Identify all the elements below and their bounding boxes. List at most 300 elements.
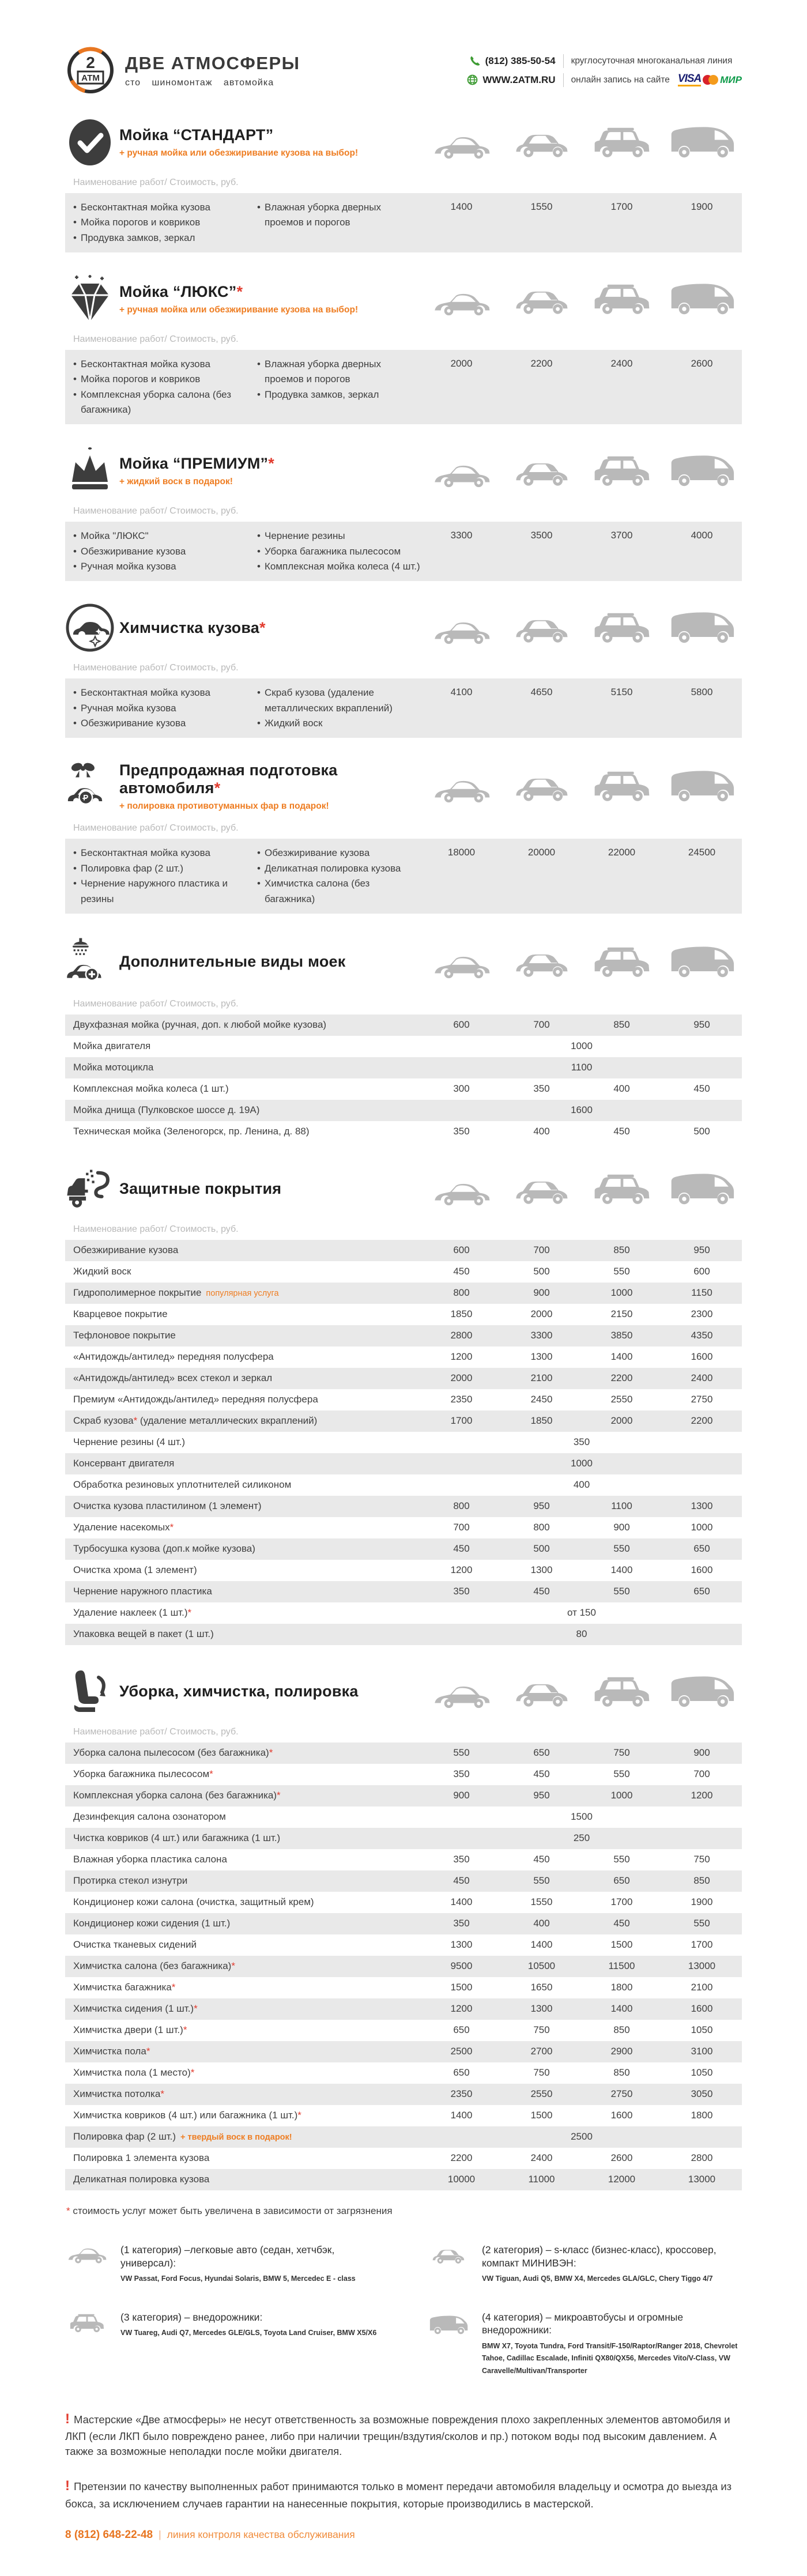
vehicle-class-icons (421, 1170, 742, 1209)
service-name (65, 1326, 421, 1345)
section-header (65, 274, 742, 324)
vehicle-class-suv (591, 770, 653, 806)
service-name (65, 1807, 421, 1827)
vehicle-class-suv (591, 612, 653, 647)
service-name (65, 1871, 421, 1891)
price-value: 1550 (530, 1896, 553, 1908)
vehicle-class-suv (591, 1676, 653, 1711)
service-name-text: Тефлоновое покрытие (73, 1330, 176, 1341)
price-value: 550 (613, 1854, 630, 1865)
service-asterisk: * (169, 1522, 174, 1533)
price-value: 3050 (691, 2088, 713, 2100)
bundle-item: • Обезжиривание кузова (73, 716, 236, 731)
bundle-item: • Комплексная мойка колеса (4 шт.) (257, 559, 420, 574)
price-row (65, 1036, 742, 1057)
price-value: 2750 (610, 2088, 633, 2100)
price-value: 1100 (611, 1500, 632, 1512)
bundle-item: • Полировка фар (2 шт.) (73, 861, 236, 876)
vehicle-class-suv (591, 283, 653, 319)
car-suv-icon (591, 946, 653, 979)
bundle-column-2 (249, 529, 421, 574)
price-value: 2200 (610, 1372, 633, 1384)
price-value: 850 (613, 1019, 630, 1031)
service-name (65, 1518, 421, 1537)
bundle-item: • Мойка "ЛЮКС" (73, 529, 236, 544)
car-crossover-icon (514, 457, 570, 488)
section-header (65, 446, 742, 496)
category-models: VW Tiguan, Audi Q5, BMW X4, Mercedes GLA/GLC, Chery Tiggo 4/7 (482, 2275, 713, 2283)
price-value: 650 (613, 1875, 630, 1887)
table-column-label: Наименование работ/ Стоимость, руб. (73, 663, 239, 673)
separator: | (159, 2529, 161, 2541)
car-suv-icon (591, 283, 653, 316)
vehicle-class-icons (421, 123, 742, 162)
quality-phone-link[interactable]: 8 (812) 648-22-48 (65, 2528, 153, 2541)
price-columns (421, 1960, 742, 1972)
price-row (65, 1078, 742, 1100)
car-van-icon (669, 1170, 736, 1206)
price-value: 1050 (691, 2024, 713, 2036)
vehicle-class-sedan (432, 1683, 492, 1711)
price-columns (421, 1939, 742, 1951)
car-van-icon (669, 451, 736, 488)
extra-wash-icon (65, 936, 105, 989)
car-van-icon (669, 942, 736, 979)
vehicle-class-van (669, 123, 736, 162)
car-sedan-icon (432, 290, 492, 316)
service-name-suffix: (удаление металлических вкраплений) (137, 1415, 318, 1427)
price-value: 13000 (688, 1960, 716, 1972)
price-value: 2300 (691, 1308, 713, 1320)
section-icon (65, 1667, 119, 1717)
price-columns (421, 357, 742, 417)
car-sedan-icon (432, 777, 492, 803)
service-name (65, 1411, 421, 1431)
price-value: 3500 (530, 530, 553, 541)
price-value: 2000 (450, 1372, 473, 1384)
price-value: 1300 (450, 1939, 473, 1951)
price-columns (421, 1875, 742, 1887)
bundle-column-2 (249, 685, 421, 731)
section-header (65, 760, 742, 813)
price-value: 2700 (530, 2046, 553, 2057)
price-value: 350 (453, 1586, 470, 1597)
bundle-item: • Жидкий воск (257, 716, 420, 731)
exclamation-mark: ! (65, 2478, 70, 2494)
vehicle-class-crossover (514, 1677, 570, 1711)
price-span-value: 1600 (571, 1104, 593, 1116)
vehicle-class-icons (421, 767, 742, 806)
price-value: 450 (533, 1768, 550, 1780)
service-name-text: Удаление наклеек (1 шт.) (73, 1607, 188, 1619)
section-icon (65, 936, 119, 989)
section-header (65, 118, 742, 167)
price-value: 2400 (610, 358, 633, 369)
price-value: 1400 (610, 1564, 633, 1576)
car-van-icon (669, 280, 736, 316)
price-value: 550 (613, 1543, 630, 1555)
service-name-text: Мойка мотоцикла (73, 1062, 154, 1073)
bundle-column-2 (249, 357, 421, 417)
section-lux (65, 274, 742, 424)
price-value: 750 (613, 1747, 630, 1759)
section-icon (65, 1167, 119, 1212)
service-name (65, 1828, 421, 1848)
bundle-item: • Обезжиривание кузова (73, 544, 236, 559)
section-title (119, 619, 367, 637)
bundle-item: • Обезжиривание кузова (257, 846, 420, 861)
footnote-asterisk: * (66, 2205, 70, 2216)
car-van-icon (428, 2313, 469, 2335)
section-titlebox (119, 126, 421, 159)
price-row (65, 1100, 742, 1121)
price-value: 1050 (691, 2067, 713, 2079)
car-sedan-icon (66, 2246, 108, 2264)
price-columns (421, 1747, 742, 1759)
price-row (65, 2169, 742, 2190)
price-value: 2800 (450, 1330, 473, 1341)
header (65, 45, 742, 96)
service-name (65, 1475, 421, 1495)
price-value: 11500 (608, 1960, 635, 1972)
price-value: 350 (453, 1768, 470, 1780)
site-block (467, 73, 563, 87)
bundle-item: • Продувка замков, зеркал (257, 387, 420, 402)
service-name (65, 1603, 421, 1623)
price-value: 2600 (610, 2152, 633, 2164)
car-crossover-icon (514, 1677, 570, 1708)
price-value: 600 (453, 1019, 470, 1031)
title-asterisk: * (259, 618, 266, 636)
logo-badge-atm: АТМ (81, 73, 100, 83)
price-row (65, 1304, 742, 1325)
cleaning-icon (65, 1667, 115, 1717)
bundle-item: • Бесконтактная мойка кузова (73, 357, 236, 372)
price-value: 2100 (691, 1982, 713, 1993)
service-name-text: Химчистка пола (73, 2046, 146, 2057)
table-column-label: Наименование работ/ Стоимость, руб. (73, 334, 239, 345)
category-text (482, 2311, 742, 2377)
section-premium (65, 446, 742, 581)
bundle-item: • Бесконтактная мойка кузова (73, 685, 236, 700)
price-value: 450 (693, 1083, 710, 1095)
price-value: 1300 (691, 1500, 713, 1512)
price-value: 800 (453, 1287, 470, 1299)
section-icon (65, 446, 119, 496)
price-row (65, 1806, 742, 1828)
price-value: 800 (533, 1522, 550, 1533)
price-value: 900 (613, 1522, 630, 1533)
price-row (65, 1785, 742, 1806)
service-name (65, 1743, 421, 1763)
price-value: 400 (533, 1918, 550, 1929)
price-value: 11000 (528, 2174, 555, 2185)
price-value: 2100 (530, 1372, 553, 1384)
price-value: 600 (693, 1266, 710, 1277)
price-value: 12000 (608, 2174, 636, 2185)
bundle-column-1 (65, 357, 249, 417)
section-icon (65, 603, 119, 653)
price-columns (421, 1522, 742, 1533)
price-value: 2150 (610, 1308, 633, 1320)
section-icon (65, 274, 119, 324)
service-name-text: Двухфазная мойка (ручная, доп. к любой мойке кузова) (73, 1019, 327, 1031)
price-row (65, 2084, 742, 2105)
bundle-item: • Продувка замков, зеркал (73, 231, 236, 246)
price-row (65, 1934, 742, 1956)
table-column-label: Наименование работ/ Стоимость, руб. (73, 1726, 239, 1737)
bundle-column-1 (65, 200, 249, 246)
price-value: 2600 (691, 358, 713, 369)
category-title: (3 категория) – внедорожники: (120, 2311, 263, 2323)
price-value: 1400 (530, 1939, 553, 1951)
vehicle-class-crossover (514, 772, 570, 806)
price-value: 9500 (450, 1960, 473, 1972)
disclaimer-2 (65, 2476, 742, 2511)
bundle-columns (65, 529, 421, 574)
price-row (65, 1892, 742, 1913)
price-value: 10500 (527, 1960, 556, 1972)
service-name (65, 2020, 421, 2040)
service-name-text: Очистка кузова пластилином (1 элемент) (73, 1500, 262, 1512)
car-suv-icon (591, 770, 653, 803)
price-value: 500 (533, 1266, 550, 1277)
service-name (65, 2170, 421, 2189)
vehicle-class-suv (591, 455, 653, 491)
category-3 (65, 2311, 380, 2377)
section-title-text: Предпродажная подготовка автомобиля (119, 761, 338, 797)
service-name (65, 1058, 421, 1077)
car-suv-icon (591, 1173, 653, 1206)
bundle-columns (65, 685, 421, 731)
table-column-label: Наименование работ/ Стоимость, руб. (73, 506, 239, 516)
service-name-text: Полировка фар (2 шт.) (73, 2131, 176, 2143)
service-name-text: Мойка двигателя (73, 1040, 151, 1052)
price-value: 3850 (610, 1330, 633, 1341)
body-chem-icon (65, 603, 115, 653)
vehicle-class-van (669, 1672, 736, 1711)
price-span-value: 1100 (571, 1062, 593, 1073)
bundle-column-2 (249, 846, 421, 906)
table-column-label: Наименование работ/ Стоимость, руб. (73, 998, 239, 1009)
bundle-item: • Скраб кузова (удаление металлических вкраплений) (257, 685, 420, 716)
price-value: 1900 (691, 201, 713, 212)
service-name (65, 1935, 421, 1955)
service-name-text: Химчистка сидения (1 шт.) (73, 2003, 194, 2015)
service-name-text: Химчистка салона (без багажника) (73, 1960, 232, 1972)
service-name (65, 1368, 421, 1388)
disclaimer-1 (65, 2409, 742, 2460)
service-name-text: Чистка ковриков (4 шт.) или багажника (1 шт.) (73, 1832, 281, 1844)
service-name (65, 1956, 421, 1976)
section-header (65, 936, 742, 989)
service-name (65, 1100, 421, 1120)
price-value: 10000 (447, 2174, 476, 2185)
price-value: 850 (613, 1244, 630, 1256)
car-crossover-icon (514, 285, 570, 316)
service-name-text: Турбосушка кузова (доп.к мойке кузова) (73, 1543, 255, 1555)
disclaimers (65, 2409, 742, 2511)
price-columns (421, 1083, 742, 1095)
price-value: 1900 (691, 1896, 713, 1908)
table-column-label: Наименование работ/ Стоимость, руб. (73, 1224, 239, 1234)
service-name (65, 1122, 421, 1141)
price-row (65, 2148, 742, 2169)
table-column-label: Наименование работ/ Стоимость, руб. (73, 178, 239, 187)
category-1 (65, 2243, 380, 2285)
price-value: 2500 (450, 2046, 473, 2057)
service-bundle (65, 678, 742, 738)
price-list-page (65, 0, 742, 2576)
service-name-text: Химчистка багажника (73, 1982, 172, 1993)
vehicle-class-van (669, 280, 736, 319)
bundle-item: • Мойка порогов и ковриков (73, 372, 236, 387)
service-asterisk: * (269, 1747, 273, 1759)
price-columns (421, 1415, 742, 1427)
price-row (65, 1870, 742, 1892)
section-standard (65, 118, 742, 252)
car-sedan-icon (432, 953, 492, 979)
price-columns (421, 2067, 742, 2079)
website-link[interactable]: WWW.2ATM.RU (482, 74, 556, 85)
section-title (119, 761, 367, 797)
price-row (65, 1121, 742, 1142)
price-value: 800 (453, 1500, 470, 1512)
price-row (65, 1764, 742, 1785)
price-value: 4100 (450, 687, 473, 698)
standard-icon (65, 118, 115, 167)
price-columns (421, 1918, 742, 1929)
service-name (65, 1079, 421, 1099)
vehicle-class-crossover (514, 1175, 570, 1209)
price-value: 1600 (691, 1564, 713, 1576)
service-name-text: Комплексная уборка салона (без багажника) (73, 1790, 277, 1801)
company-name: ДВЕ АТМОСФЕРЫ (125, 52, 300, 73)
car-sedan-icon (432, 618, 492, 644)
bundle-item: • Химчистка салона (без багажника) (257, 876, 420, 907)
section-title-text: Мойка “ЛЮКС” (119, 283, 237, 300)
price-value: 1850 (450, 1308, 473, 1320)
logo-badge-number: 2 (86, 54, 95, 71)
section-subtitle: + ручная мойка или обезжиривание кузова на выбор! (119, 305, 359, 315)
price-value: 350 (453, 1918, 470, 1929)
category-text (482, 2243, 742, 2285)
price-value: 550 (533, 1875, 550, 1887)
service-bundle (65, 522, 742, 581)
price-value: 2550 (530, 2088, 553, 2100)
bundle-column-1 (65, 846, 249, 906)
price-columns (421, 1126, 742, 1137)
bundle-item: • Ручная мойка кузова (73, 701, 236, 716)
service-name (65, 1914, 421, 1933)
price-value: 900 (533, 1287, 550, 1299)
car-suv-icon (591, 126, 653, 159)
service-name-text: Жидкий воск (73, 1266, 131, 1277)
service-name (65, 1036, 421, 1056)
service-name-text: Полировка 1 элемента кузова (73, 2152, 210, 2164)
price-value: 1000 (610, 1287, 633, 1299)
section-presale (65, 760, 742, 913)
vehicle-class-suv (591, 126, 653, 162)
section-title (119, 1683, 367, 1700)
section-titlebox (119, 761, 421, 812)
service-asterisk: * (160, 2088, 164, 2100)
price-row (65, 2041, 742, 2062)
price-value: 3300 (530, 1330, 553, 1341)
section-subtitle: + ручная мойка или обезжиривание кузова на выбор! (119, 148, 359, 159)
price-value: 5800 (691, 687, 713, 698)
service-asterisk: * (277, 1790, 281, 1801)
price-columns (421, 1982, 742, 1993)
section-header (65, 1667, 742, 1717)
service-name (65, 1892, 421, 1912)
bundle-item: • Бесконтактная мойка кузова (73, 200, 236, 215)
service-name-text: Уборка салона пылесосом (без багажника) (73, 1747, 269, 1759)
price-span-value: 350 (573, 1436, 590, 1448)
price-span-value: от 150 (567, 1607, 596, 1619)
price-row (65, 1496, 742, 1517)
price-value: 20000 (527, 847, 556, 858)
price-value: 650 (693, 1586, 710, 1597)
price-value: 1700 (691, 1939, 713, 1951)
service-name (65, 2042, 421, 2061)
price-row (65, 1057, 742, 1078)
price-row (65, 1913, 742, 1934)
price-value: 450 (533, 1854, 550, 1865)
phone-number-link[interactable]: (812) 385-50-54 (485, 55, 556, 66)
price-value: 1400 (450, 201, 473, 212)
title-asterisk: * (268, 455, 274, 473)
price-row (65, 1538, 742, 1560)
price-columns (421, 1854, 742, 1865)
category-title: (4 категория) – микроавтобусы и огромные внедорожники: (482, 2311, 684, 2336)
service-name-text: Деликатная полировка кузова (73, 2174, 210, 2185)
title-asterisk: * (236, 283, 243, 300)
section-title (119, 126, 367, 144)
section-body-chem (65, 603, 742, 738)
price-value: 1200 (450, 2003, 473, 2015)
service-name (65, 2127, 421, 2147)
presale-icon (65, 760, 105, 813)
bundle-columns (65, 200, 421, 246)
price-columns (421, 2024, 742, 2036)
car-suv-icon (591, 612, 653, 644)
service-name (65, 1624, 421, 1644)
price-value: 4350 (691, 1330, 713, 1341)
price-value: 1600 (691, 1351, 713, 1363)
price-value: 24500 (688, 847, 716, 858)
price-value: 1500 (610, 1939, 633, 1951)
price-rows (65, 1743, 742, 2190)
service-name (65, 1262, 421, 1281)
price-value: 1000 (691, 1522, 713, 1533)
price-value: 850 (613, 2067, 630, 2079)
header-contacts (467, 54, 742, 87)
vehicle-class-icons (421, 942, 742, 982)
service-name (65, 2084, 421, 2104)
price-span-value: 1000 (571, 1040, 593, 1052)
price-row (65, 1261, 742, 1283)
price-value: 500 (693, 1126, 710, 1137)
bundle-item: • Деликатная полировка кузова (257, 861, 420, 876)
service-name-text: Гидрополимерное покрытие (73, 1287, 202, 1299)
service-name (65, 2106, 421, 2125)
section-title-text: Уборка, химчистка, полировка (119, 1683, 359, 1700)
service-name (65, 1015, 421, 1035)
vehicle-class-crossover (514, 128, 570, 162)
car-crossover-icon (514, 1175, 570, 1206)
price-span-value: 2500 (571, 2131, 593, 2143)
